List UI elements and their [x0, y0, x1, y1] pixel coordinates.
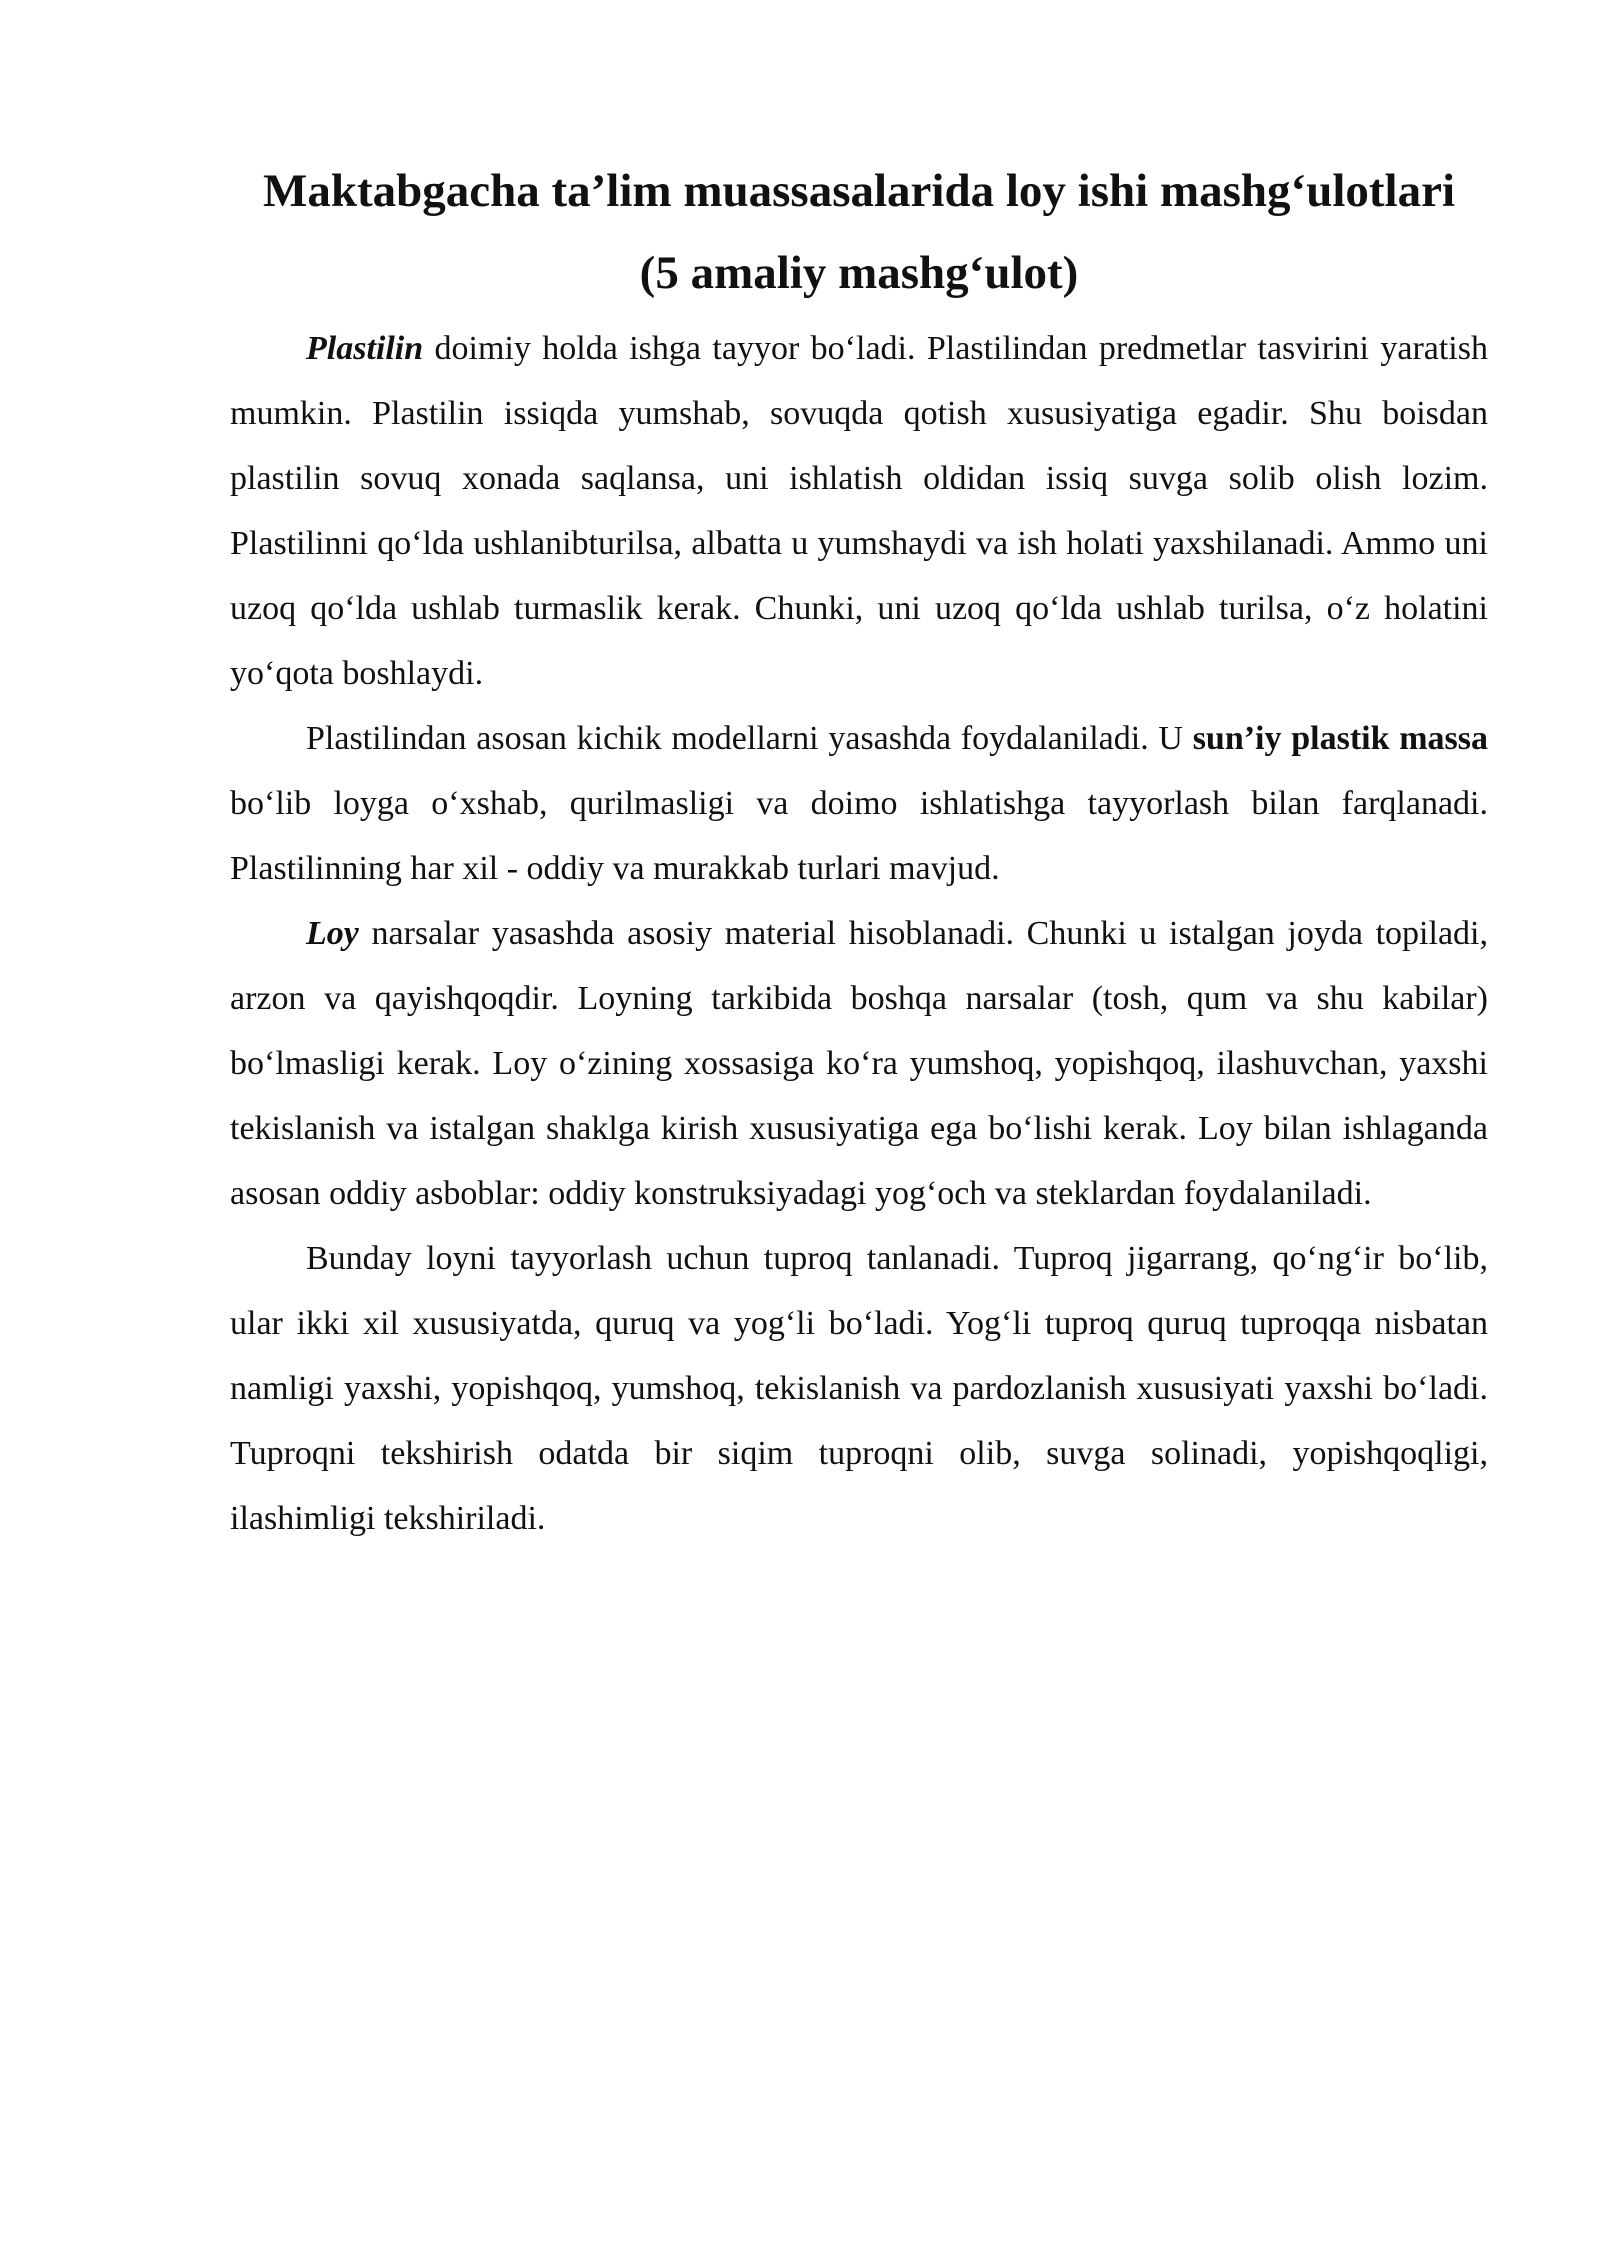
paragraph-plastilin: [230, 316, 1488, 706]
paragraph-loy: [230, 901, 1488, 1226]
title-line-2: (5 amaliy mashg‘ulot): [639, 247, 1079, 299]
paragraph-tuproq: [230, 1226, 1488, 1551]
paragraph-text: narsalar yasashda asosiy material hisoblanadi. Chunki u istalgan joyda topiladi, arzon va qayishqoqdir. Loyning tarkibida boshqa narsalar (tosh, qum va shu kabilar) bo‘lmasligi kerak. Loy o‘zining xossasiga ko‘ra yumshoq, yopishqoq, ilashuvchan, yaxshi tekislanish va istalgan shaklga kirish xususiyatiga ega bo‘lishi kerak. Loy bilan ishlaganda asosan oddiy asboblar: oddiy konstruksiyadagi yog‘och va steklardan foydalaniladi.: [230, 915, 1488, 1212]
paragraph-plastic-mass: [230, 706, 1488, 901]
term-plastilin: Plastilin: [306, 330, 424, 367]
paragraph-text-after: bo‘lib loyga o‘xshab, qurilmasligi va doimo ishlatishga tayyorlash bilan farqlanadi. Plastilinning har xil - oddiy va murakkab turlari mavjud.: [230, 785, 1488, 887]
term-loy: Loy: [306, 915, 359, 952]
paragraph-text-before: Plastilindan asosan kichik modellarni yasashda foydalaniladi. U: [306, 720, 1193, 757]
term-plastic-mass: sun’iy plastik massa: [1192, 720, 1488, 757]
paragraph-text: Bunday loyni tayyorlash uchun tuproq tanlanadi. Tuproq jigarrang, qo‘ng‘ir bo‘lib, ular ikki xil xususiyatda, quruq va yog‘li bo‘ladi. Yog‘li tuproq quruq tuproqqa nisbatan namligi yaxshi, yopishqoq, yumshoq, tekislanish va pardozlanish xususiyati yaxshi bo‘ladi. Tuproqni tekshirish odatda bir siqim tuproqni olib, suvga solinadi, yopishqoqligi, ilashimligi tekshiriladi.: [230, 1240, 1488, 1537]
document-title: [230, 150, 1488, 314]
title-line-1: Maktabgacha ta’lim muassasalarida loy ishi mashg‘ulotlari: [262, 165, 1456, 217]
paragraph-text: doimiy holda ishga tayyor bo‘ladi. Plastilindan predmetlar tasvirini yaratish mumkin. Plastilin issiqda yumshab, sovuqda qotish xususiyatiga egadir. Shu boisdan plastilin sovuq xonada saqlansa, uni ishlatish oldidan issiq suvga solib olish lozim. Plastilinni qo‘lda ushlanibturilsa, albatta u yumshaydi va ish holati yaxshilanadi. Ammo uni uzoq qo‘lda ushlab turmaslik kerak. Chunki, uni uzoq qo‘lda ushlab turilsa, o‘z holatini yo‘qota boshlaydi.: [230, 330, 1488, 692]
document-page: [230, 150, 1488, 1551]
